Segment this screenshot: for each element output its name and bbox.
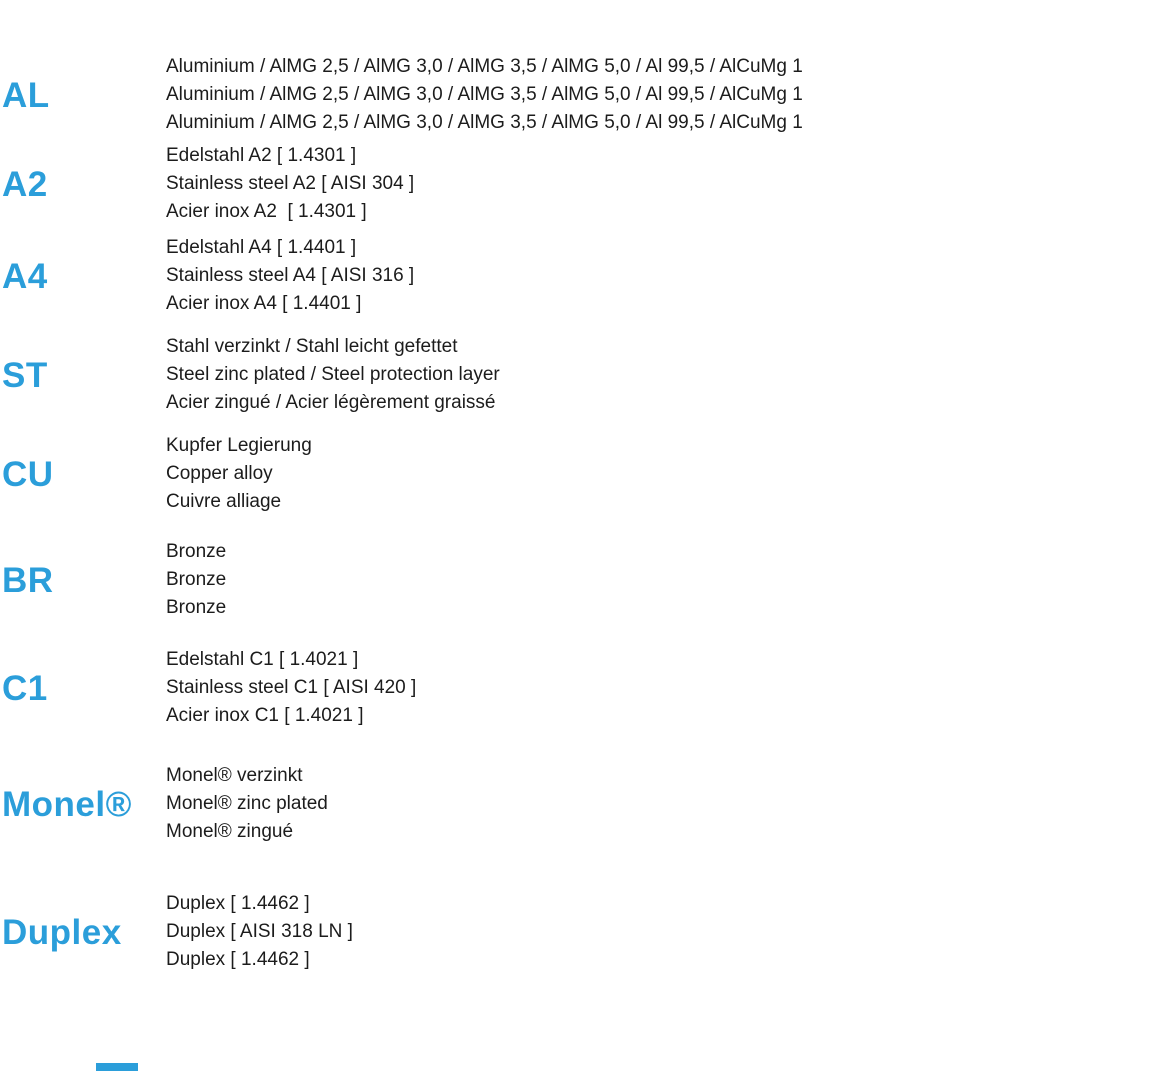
material-row-duplex [0, 890, 1160, 974]
description-en: Stainless steel A2 [ AISI 304 ] [166, 173, 415, 194]
material-descriptions [158, 142, 1160, 226]
description-de: Kupfer Legierung [166, 435, 312, 456]
description-de: Edelstahl A2 [ 1.4301 ] [166, 145, 357, 166]
material-row-al [0, 53, 1160, 137]
material-code-duplex: Duplex [2, 912, 122, 952]
description-en: Duplex [ AISI 318 LN ] [166, 921, 353, 942]
material-code-monel: Monel® [2, 784, 132, 824]
description-de: Aluminium / AlMG 2,5 / AlMG 3,0 / AlMG 3,5 / AlMG 5,0 / Al 99,5 / AlCuMg 1 [166, 56, 803, 77]
description-fr: Acier inox C1 [ 1.4021 ] [166, 705, 364, 726]
description-en: Aluminium / AlMG 2,5 / AlMG 3,0 / AlMG 3,5 / AlMG 5,0 / Al 99,5 / AlCuMg 1 [166, 84, 803, 105]
description-fr: Acier zingué / Acier légèrement graissé [166, 392, 496, 413]
description-en: Bronze [166, 569, 227, 590]
material-code-a2: A2 [2, 164, 48, 204]
material-descriptions [158, 538, 1160, 622]
description-de: Edelstahl A4 [ 1.4401 ] [166, 237, 357, 258]
cutoff-next-section-marker [96, 1063, 138, 1071]
description-fr: Monel® zingué [166, 821, 294, 842]
material-descriptions [158, 234, 1160, 318]
material-code-cu: CU [2, 454, 54, 494]
materials-legend [0, 53, 1160, 974]
description-de: Bronze [166, 541, 227, 562]
material-code-al: AL [2, 75, 50, 115]
description-fr: Acier inox A4 [ 1.4401 ] [166, 293, 362, 314]
material-row-a2 [0, 142, 1160, 226]
material-code-c1: C1 [2, 668, 48, 708]
material-descriptions [158, 432, 1160, 516]
material-code-br: BR [2, 560, 54, 600]
material-descriptions [158, 762, 1160, 846]
material-row-cu [0, 432, 1160, 516]
description-de: Duplex [ 1.4462 ] [166, 893, 310, 914]
material-row-monel [0, 762, 1160, 846]
description-fr: Duplex [ 1.4462 ] [166, 949, 310, 970]
description-de: Stahl verzinkt / Stahl leicht gefettet [166, 336, 458, 357]
description-en: Stainless steel A4 [ AISI 316 ] [166, 265, 415, 286]
description-fr: Cuivre alliage [166, 491, 282, 512]
material-descriptions [158, 333, 1160, 417]
description-de: Edelstahl C1 [ 1.4021 ] [166, 649, 359, 670]
material-row-st [0, 333, 1160, 417]
material-code-st: ST [2, 355, 48, 395]
material-row-br [0, 538, 1160, 622]
material-row-a4 [0, 234, 1160, 318]
material-descriptions [158, 53, 1160, 137]
material-code-a4: A4 [2, 256, 48, 296]
description-fr: Bronze [166, 597, 227, 618]
material-descriptions [158, 890, 1160, 974]
material-row-c1 [0, 646, 1160, 730]
material-descriptions [158, 646, 1160, 730]
description-de: Monel® verzinkt [166, 765, 303, 786]
description-en: Monel® zinc plated [166, 793, 328, 814]
description-fr: Aluminium / AlMG 2,5 / AlMG 3,0 / AlMG 3,5 / AlMG 5,0 / Al 99,5 / AlCuMg 1 [166, 112, 803, 133]
description-en: Steel zinc plated / Steel protection layer [166, 364, 500, 385]
description-fr: Acier inox A2 [ 1.4301 ] [166, 201, 367, 222]
description-en: Copper alloy [166, 463, 273, 484]
description-en: Stainless steel C1 [ AISI 420 ] [166, 677, 417, 698]
